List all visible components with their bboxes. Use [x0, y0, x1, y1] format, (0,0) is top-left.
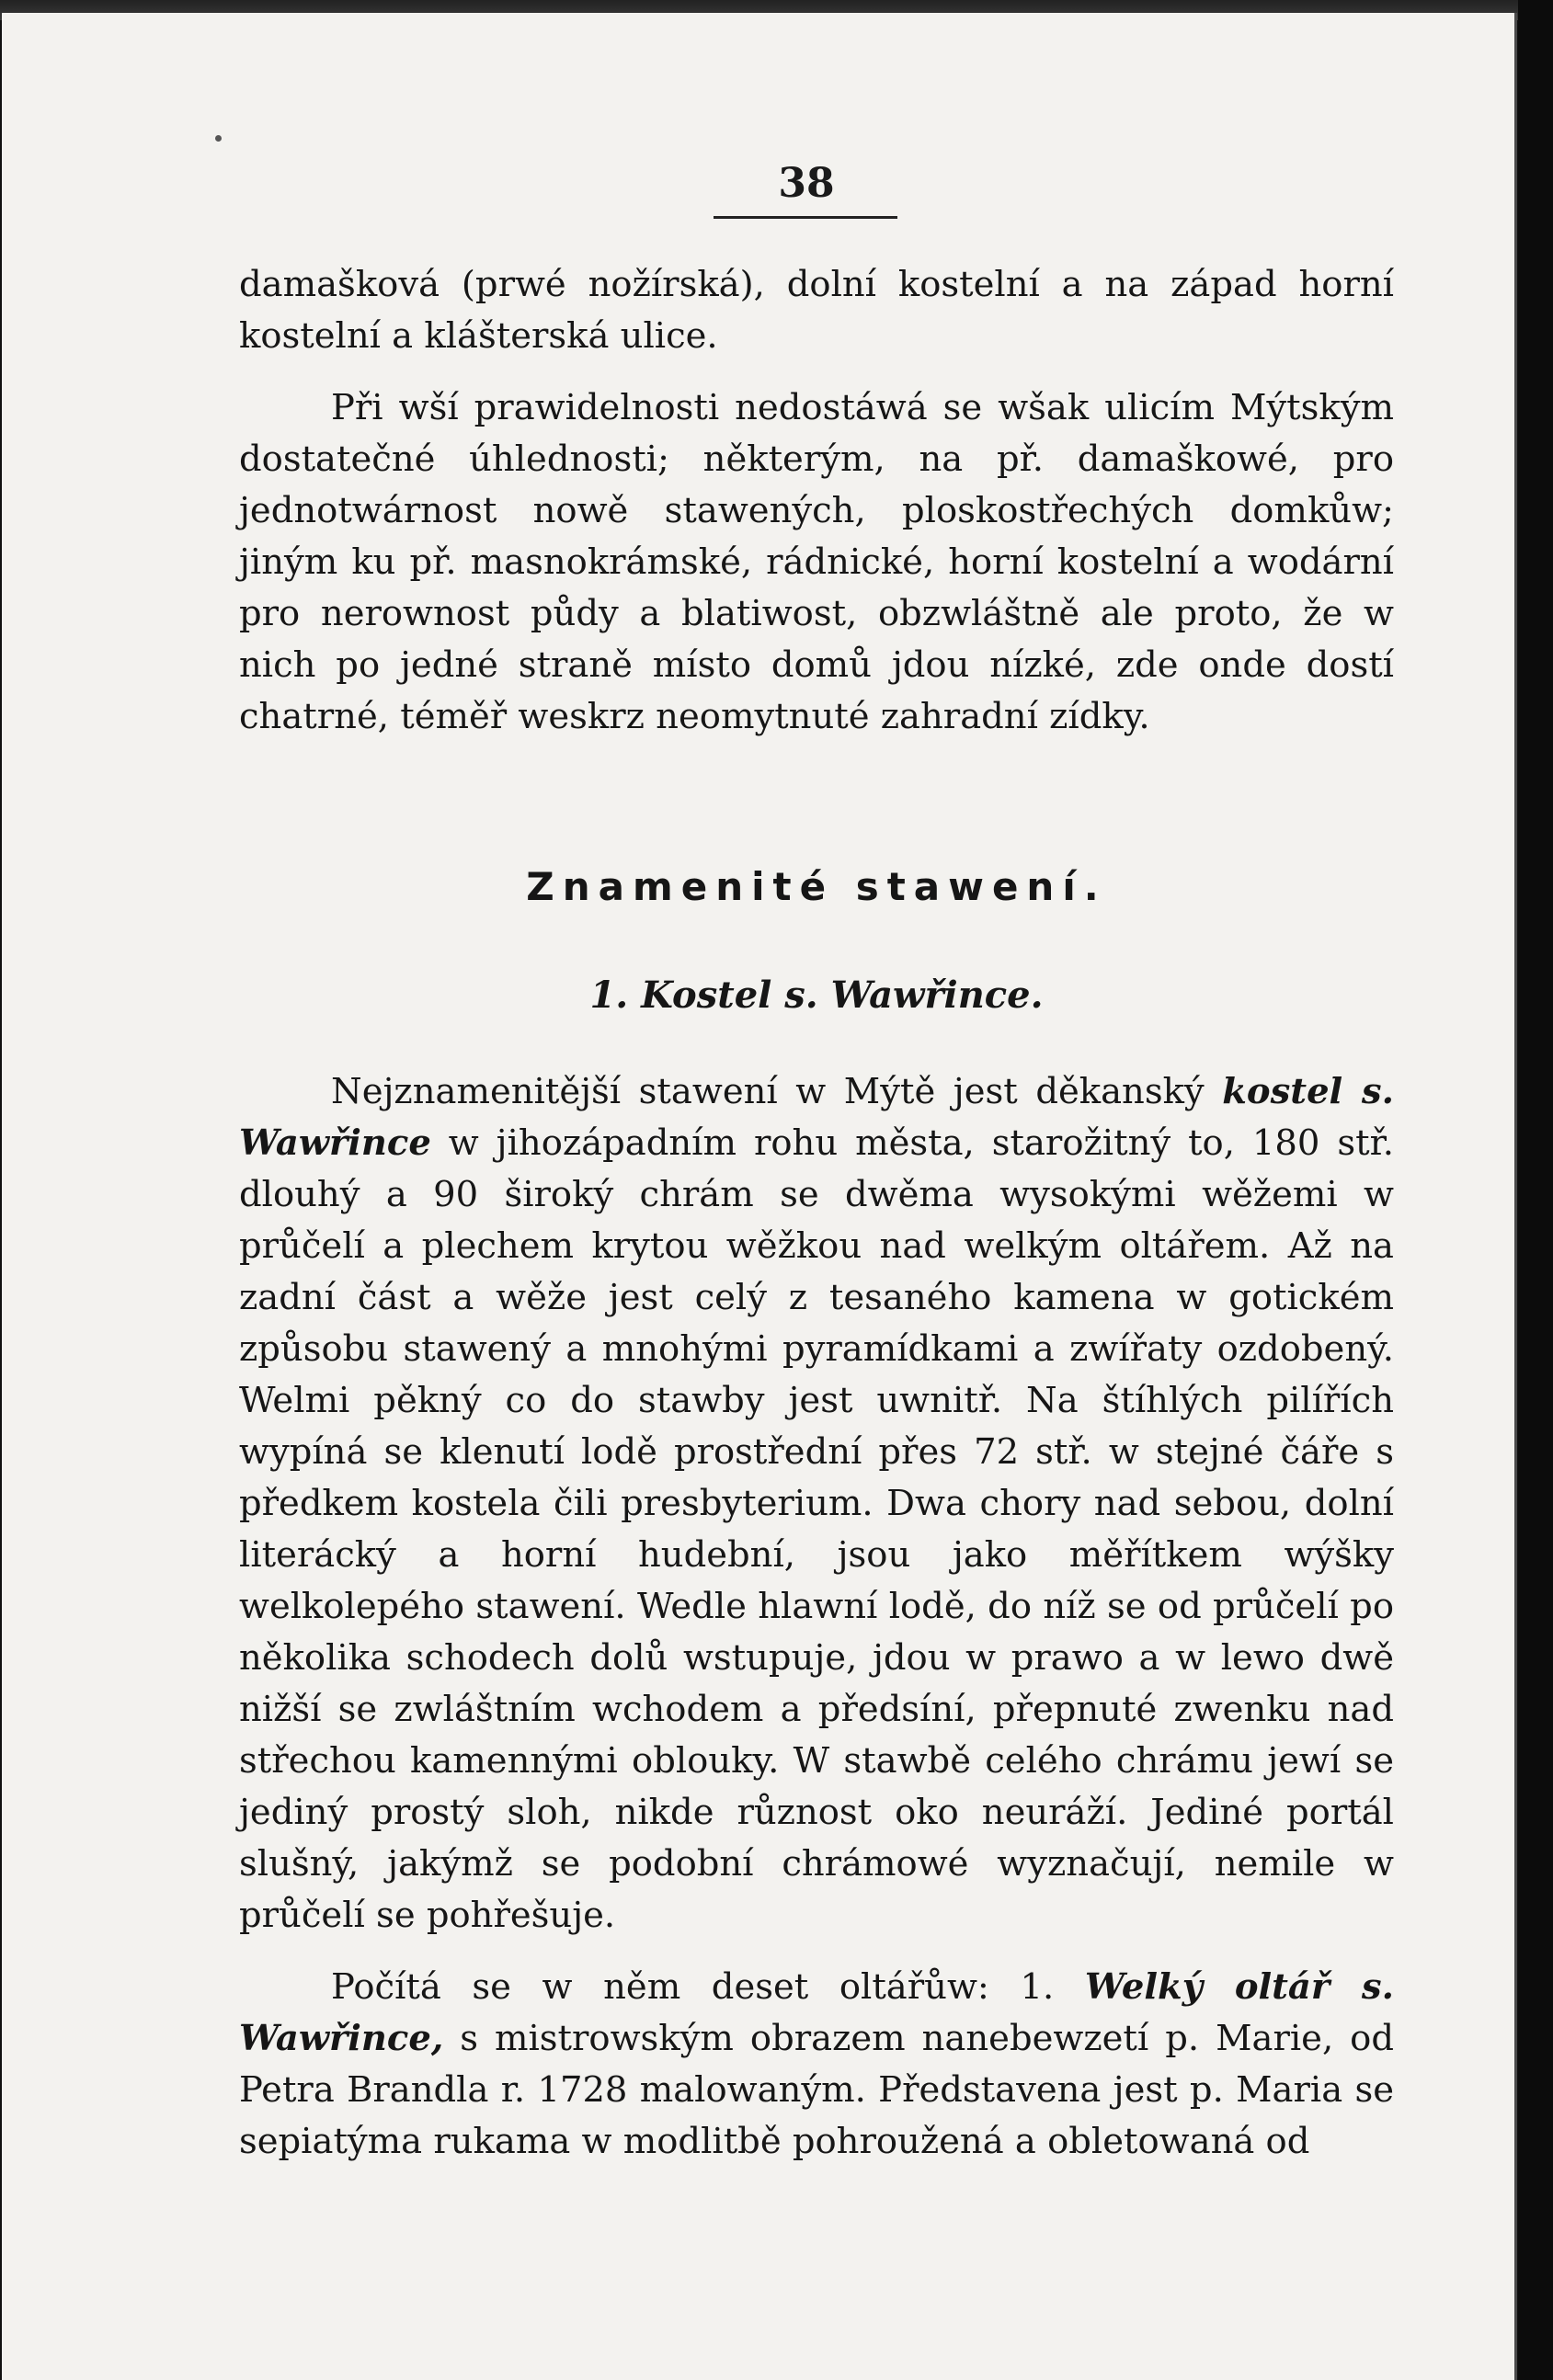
paragraph-altars — [239, 1962, 1394, 2168]
altars-text-rest: s mistrowským obrazem nanebewzetí p. Marie, od Petra Brandla r. 1728 malowaným. Představena jest p. Maria se sepiatýma rukama w modlitbě pohroužená a obletowaná od — [239, 2018, 1394, 2162]
church-text-rest: w jihozápadním rohu města, starožitný to, 180 stř. dlouhý a 90 široký chrám se dwěma wysokými wěžemi w průčelí a plechem krytou wěžkou nad welkým oltářem. Až na zadní část a wěže jest celý z tesaného kamena w gotickém způsobu stawený a mnohými pyramídkami a zwířaty ozdobený. Welmi pěkný co do stawby jest uwnitř. Na štíhlých pilířích wypíná se klenutí lodě prostřední přes 72 stř. w stejné čáře s předkem kostela čili presbyterium. Dwa chory nad sebou, dolní literácký a horní hudební, jsou jako měřítkem wýšky welkolepého stawení. Wedle hlawní lodě, do níž se od průčelí po několika schodech dolů wstupuje, jdou w prawo a w lewo dwě nižší se zwláštním wchodem a předsíní, přepnuté zwenku nad střechou kamennými oblouky. W stawbě celého chrámu jewí se jediný prostý sloh, nikde různost oko neuráží. Jediné portál slušný, jakýmž se podobní chrámowé wyznačují, nemile w průčelí se pohřešuje. — [239, 1122, 1394, 1936]
paragraph-streets-appearance: Při wší prawidelnosti nedostáwá se wšak ulicím Mýtským dostatečné úhlednosti; některým, na př. damaškowé, pro jednotwárnost nowě stawených, ploskostřechých domkůw; jiným ku př. masnokrámské, rádnické, horní kostelní a wodární pro nerownost půdy a blatiwost, obzwláštně ale proto, že w nich po jedné straně místo domů jdou nízké, zde onde dostí chatrné, téměř weskrz neomytnuté zahradní zídky. — [239, 387, 1394, 737]
section-subheading: 1. Kostel s. Wawřince. — [589, 974, 1044, 1017]
page-number: 38 — [778, 160, 835, 207]
scan-right-edge — [1518, 0, 1553, 2380]
book-page — [2, 13, 1517, 2380]
altars-text-start: Počítá se w něm deset oltářůw: 1. — [331, 1966, 1085, 2008]
church-name-italic: kostel s. Wawřince — [239, 1071, 1394, 1164]
section-heading: Znamenité stawení. — [526, 864, 1107, 909]
main-altar-italic: Welký oltář s. Wawřince, — [239, 1966, 1394, 2059]
page-number-rule — [714, 216, 897, 219]
text-column — [239, 259, 1394, 2168]
paragraph-church-description — [239, 1066, 1394, 1942]
paragraph-streets: damašková (prwé nožírská), dolní kostelní a na západ horní kostelní a klášterská ulice. — [239, 264, 1394, 357]
ink-speck — [215, 135, 222, 142]
church-text-start: Nejznamenitější stawení w Mýtě jest děkanský — [331, 1071, 1223, 1112]
